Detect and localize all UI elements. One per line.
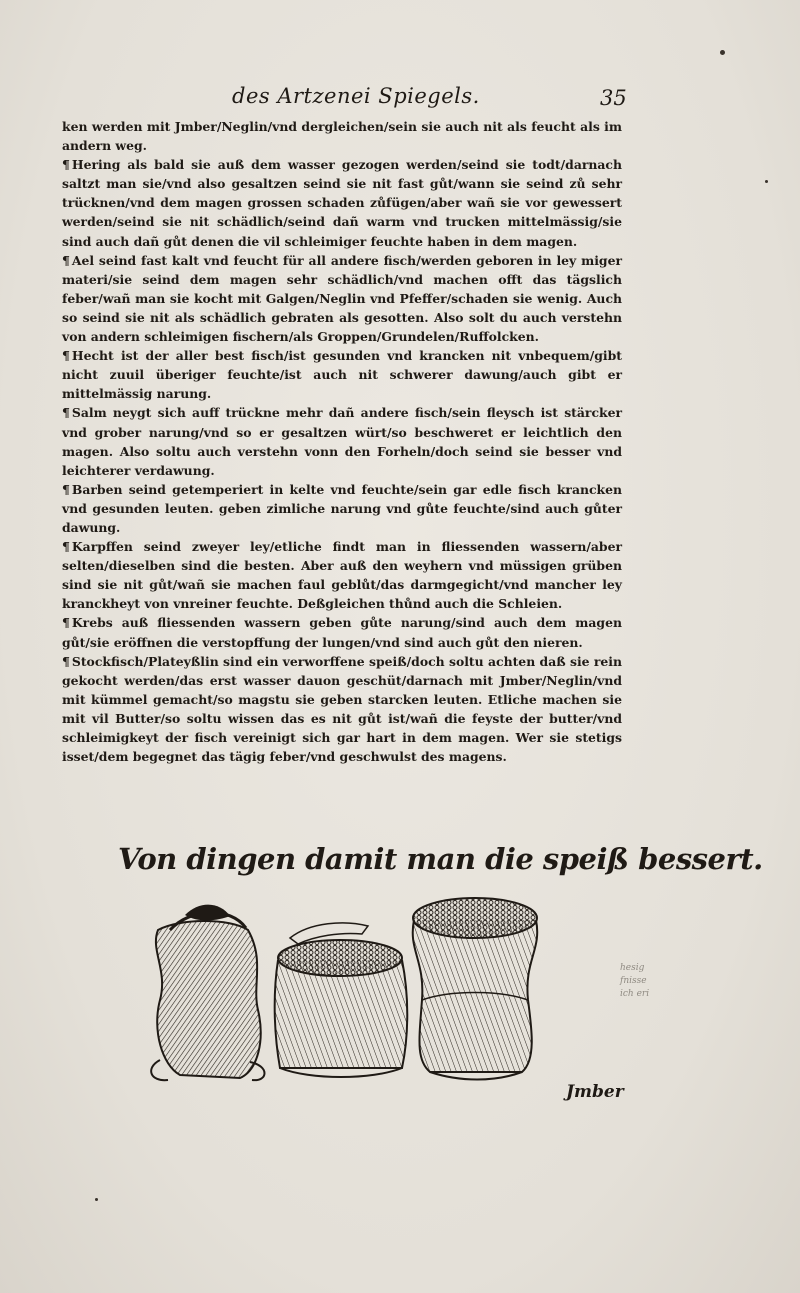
bleed-line: hesig [620,963,645,973]
section-heading: Von dingen damit man die speiß bessert. [118,842,763,876]
paragraph-text: Karpffen seind zweyer ley/etliche findt man in fliessenden wassern/aber selten/dieselben sind die besten. Aber auß den weyhern vnd müssigen grüben sind sie nit gůt/wañ sie machen faul geblůt/das darmgegicht/vnd mancher ley kranckheyt von vnreiner feuchte. Deßgleichen thůnd auch die Schleien. [62,539,622,612]
paragraph-continuation [62,117,622,155]
pilcrow-mark: ¶ [62,539,70,555]
paragraph-text: Krebs auß fliessenden wassern geben gůte narung/sind auch dem magen gůt/sie eröffnen die verstopffung der lungen/vnd sind auch gůt den nieren. [62,615,622,650]
pilcrow-mark: ¶ [62,615,70,631]
pilcrow-mark: ¶ [62,157,70,173]
pilcrow-mark: ¶ [62,653,70,669]
paragraph-stockfisch [62,652,622,767]
left-sack [151,905,264,1081]
middle-sack [275,923,408,1077]
pilcrow-mark: ¶ [62,252,70,268]
bleed-through-text [620,962,710,1001]
paragraph-ael [62,251,622,346]
paragraph-text: Ael seind fast kalt vnd feucht für all andere fisch/werden geboren in ley miger materi/sie seind dem magen sehr schädlich/vnd machen offt das tägslich feber/wañ man sie kocht mit Galgen/Neglin vnd Pfeffer/schaden sie wenig. Auch so seind sie nit als schädlich gebraten als gesotten. Also solt du auch verstehn von andern schleimigen fischern/als Groppen/Grundelen/Ruffolcken. [62,252,622,345]
pilcrow-mark: ¶ [62,405,70,421]
paragraph-krebs [62,613,622,651]
paragraph-barben [62,480,622,537]
pilcrow-mark: ¶ [62,481,70,497]
paragraph-text: Salm neygt sich auff trückne mehr dañ andere fisch/sein fleysch ist stärcker vnd grober narung/vnd so er gesaltzen würt/so beschweret er leichtlich den magen. Also soltu auch verstehn vonn den Forheln/doch seind sie besser vnd leichterer verdawung. [62,405,622,478]
paragraph-hering [62,155,622,250]
page-number: 35 [600,86,627,110]
paragraph-text: Hering als bald sie auß dem wasser gezogen werden/seind sie todt/darnach saltzt man sie/vnd also gesaltzen seind sie nit fast gůt/wann sie seind zů sehr trücknen/vnd dem magen grossen schaden zůfügen/aber wañ sie vor gewessert werden/seind sie nit schädlich/seind dañ warm vnd trucken mittelmässig/sie sind auch dañ gůt denen die vil schleimiger feuchte haben in dem magen. [62,157,622,249]
paragraph-text: Stockfisch/Plateyßlin sind ein verworffene speiß/doch soltu achten daß sie rein gekocht werden/das erst wasser dauon geschüt/darnach mit Jmber/Neglin/vnd mit kümmel gemacht/so magstu sie geben starcken leuten. Etliche machen sie mit vil Butter/so soltu wissen das es nit gůt ist/wañ die feyste der butter/vnd schleimigkeyt der fisch vereinigt sich gar hart in dem magen. Wer sie stetigs isset/dem begegnet das tägig feber/vnd geschwulst des magens. [62,653,622,765]
woodcut-illustration [140,890,550,1090]
bleed-line: fnisse [620,976,647,986]
right-sack [413,898,538,1080]
body-text [62,117,622,766]
paragraph-text: Hecht ist der aller best fisch/ist gesunden vnd krancken nit vnbequem/gibt nicht zuuil überiger feuchte/ist auch nit schwerer dawung/auch gibt er mittelmässig narung. [62,348,622,402]
sacks-woodcut-image [140,890,550,1090]
ink-speck [720,50,725,55]
bleed-line: ich eri [620,989,650,999]
ink-speck [95,1198,98,1201]
paragraph-text: ken werden mit Jmber/Neglin/vnd dergleichen/sein sie auch nit als feucht als im andern weg. [62,119,622,154]
pilcrow-mark: ¶ [62,348,70,364]
paragraph-hecht [62,346,622,403]
paragraph-text: Barben seind getemperiert in kelte vnd feuchte/sein gar edle fisch krancken vnd gesunden leuten. geben zimliche narung vnd gůte feuchte/sind auch gůter dawung. [62,481,622,535]
paragraph-salm [62,403,622,479]
ink-speck [765,180,768,183]
paragraph-karpffen [62,537,622,613]
running-head: des Artzenei Spiegels. [232,84,480,108]
catchword: Jmber [566,1082,624,1102]
